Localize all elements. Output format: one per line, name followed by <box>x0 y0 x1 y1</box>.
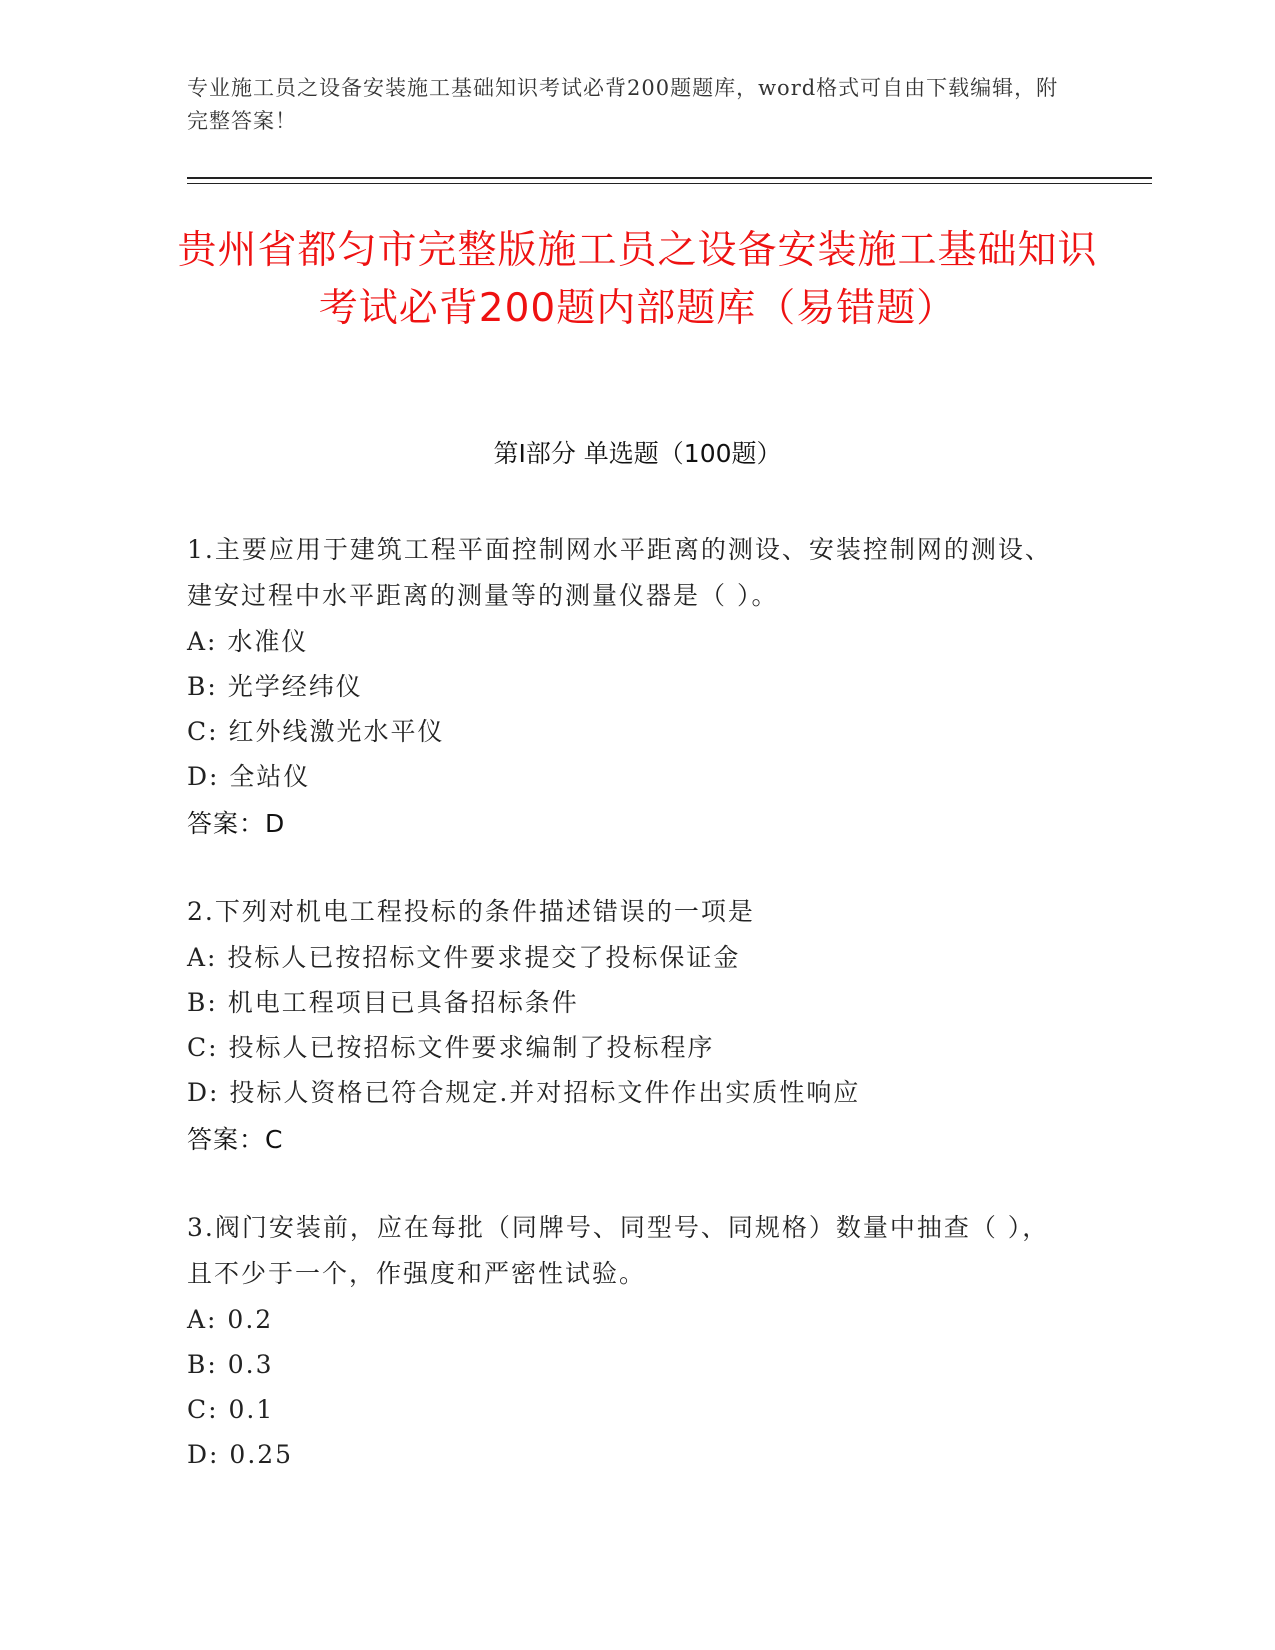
option-c: C: 投标人已按招标文件要求编制了投标程序 <box>187 1033 715 1062</box>
section-title: 第I部分 单选题（100题） <box>493 439 782 468</box>
answer-line: 答案：D <box>187 809 286 838</box>
option-b: B: 0.3 <box>187 1350 274 1379</box>
question-stem: 2.下列对机电工程投标的条件描述错误的一项是 <box>187 897 755 926</box>
header-divider-thin <box>187 183 1152 184</box>
document-title: 贵州省都匀市完整版施工员之设备安装施工基础知识考试必背200题内部题库（易错题） <box>177 228 1098 331</box>
question-3 <box>187 1205 1067 1477</box>
option-a: A: 水准仪 <box>187 627 309 656</box>
question-stem: 3.阀门安装前，应在每批（同牌号、同型号、同规格）数量中抽查（ ），且不少于一个，作强度和严密性试验。 <box>187 1213 1050 1288</box>
option-c: C: 红外线激光水平仪 <box>187 717 445 746</box>
question-2 <box>187 889 1067 1163</box>
option-d: D: 投标人资格已符合规定.并对招标文件作出实质性响应 <box>187 1078 861 1107</box>
option-b: B: 光学经纬仪 <box>187 672 363 701</box>
option-c: C: 0.1 <box>187 1395 275 1424</box>
document-header: 专业施工员之设备安装施工基础知识考试必背200题题库，word格式可自由下载编辑，附完整答案！ <box>187 76 1059 133</box>
question-stem: 1.主要应用于建筑工程平面控制网水平距离的测设、安装控制网的测设、建安过程中水平距离的测量等的测量仪器是（ ）。 <box>187 535 1052 610</box>
option-b: B: 机电工程项目已具备招标条件 <box>187 988 579 1017</box>
question-list <box>187 527 1067 1519</box>
answer-line: 答案：C <box>187 1125 284 1154</box>
option-a: A: 0.2 <box>187 1305 274 1334</box>
question-1 <box>187 527 1067 847</box>
header-divider-thick <box>187 177 1152 179</box>
option-a: A: 投标人已按招标文件要求提交了投标保证金 <box>187 943 741 972</box>
option-d: D: 全站仪 <box>187 762 311 791</box>
option-d: D: 0.25 <box>187 1440 294 1469</box>
